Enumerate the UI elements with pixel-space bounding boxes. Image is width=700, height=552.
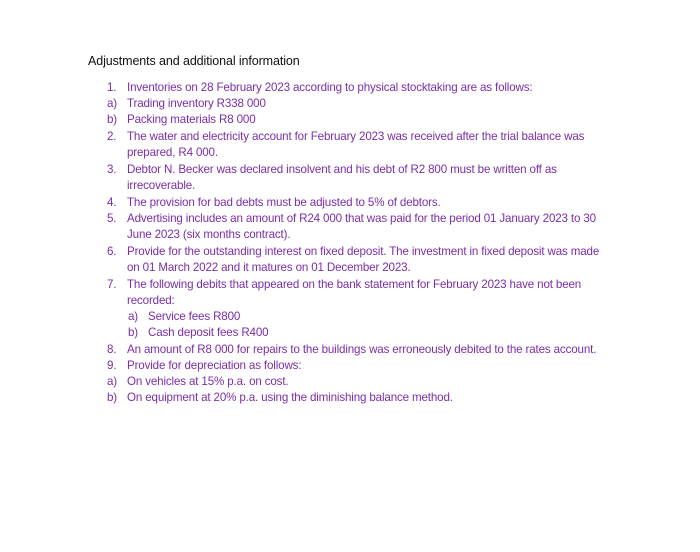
list-item-9: [0, 358, 700, 374]
list-item-text: Debtor N. Becker was declared insolvent and his debt of R2 800 must be written off as irrecoverable.: [127, 163, 557, 192]
list-item-1b: [0, 112, 700, 128]
list-marker: 3.: [107, 163, 117, 176]
list-marker: a): [128, 310, 139, 323]
list-item-9b: [0, 390, 700, 406]
list-marker: 7.: [107, 278, 117, 291]
list-item-text: On equipment at 20% p.a. using the diminishing balance method.: [127, 391, 453, 404]
list-item-text: Inventories on 28 February 2023 according to physical stocktaking are as follows:: [127, 81, 533, 94]
list-item-6: [0, 244, 700, 276]
list-marker: 2.: [107, 130, 117, 143]
list-item-7: [0, 277, 700, 309]
list-item-text: Cash deposit fees R400: [148, 326, 269, 339]
list-item-3: [0, 162, 700, 194]
list-item-9a: [0, 374, 700, 390]
list-item-text: The provision for bad debts must be adjusted to 5% of debtors.: [127, 196, 441, 209]
list-marker: 8.: [107, 343, 117, 356]
list-item-1: [0, 80, 700, 96]
list-marker: 4.: [107, 196, 117, 209]
list-item-text: The following debits that appeared on the bank statement for February 2023 have not been recorded:: [127, 278, 582, 307]
list-marker: b): [128, 326, 139, 339]
list-item-text: Provide for depreciation as follows:: [127, 359, 302, 372]
list-item-text: An amount of R8 000 for repairs to the buildings was erroneously debited to the rates account.: [127, 343, 597, 356]
list-item-text: On vehicles at 15% p.a. on cost.: [127, 375, 289, 388]
list-item-4: [0, 195, 700, 211]
list-marker: 9.: [107, 359, 117, 372]
list-marker: a): [107, 375, 118, 388]
section-heading: Adjustments and additional information: [88, 54, 300, 68]
list-item-text: Advertising includes an amount of R24 000 that was paid for the period 01 January 2023 to 30 June 2023 (six months contract).: [127, 212, 596, 241]
list-item-text: Service fees R800: [148, 310, 241, 323]
adjustments-list: [0, 80, 700, 406]
list-item-8: [0, 342, 700, 358]
list-item-text: Trading inventory R338 000: [127, 97, 266, 110]
list-item-1a: [0, 96, 700, 112]
list-item-text: Packing materials R8 000: [127, 113, 256, 126]
list-marker: 6.: [107, 245, 117, 258]
list-item-2: [0, 129, 700, 161]
list-item-5: [0, 211, 700, 243]
list-item-text: Provide for the outstanding interest on fixed deposit. The investment in fixed deposit was made on 01 March 2022 and it matures on 01 December 2023.: [127, 245, 600, 274]
list-marker: b): [107, 391, 118, 404]
list-item-7b: [0, 325, 700, 341]
list-item-text: The water and electricity account for February 2023 was received after the trial balance was prepared, R4 000.: [127, 130, 585, 159]
list-marker: 5.: [107, 212, 117, 225]
list-item-7a: [0, 309, 700, 325]
list-marker: 1.: [107, 81, 117, 94]
list-marker: a): [107, 97, 118, 110]
list-marker: b): [107, 113, 118, 126]
